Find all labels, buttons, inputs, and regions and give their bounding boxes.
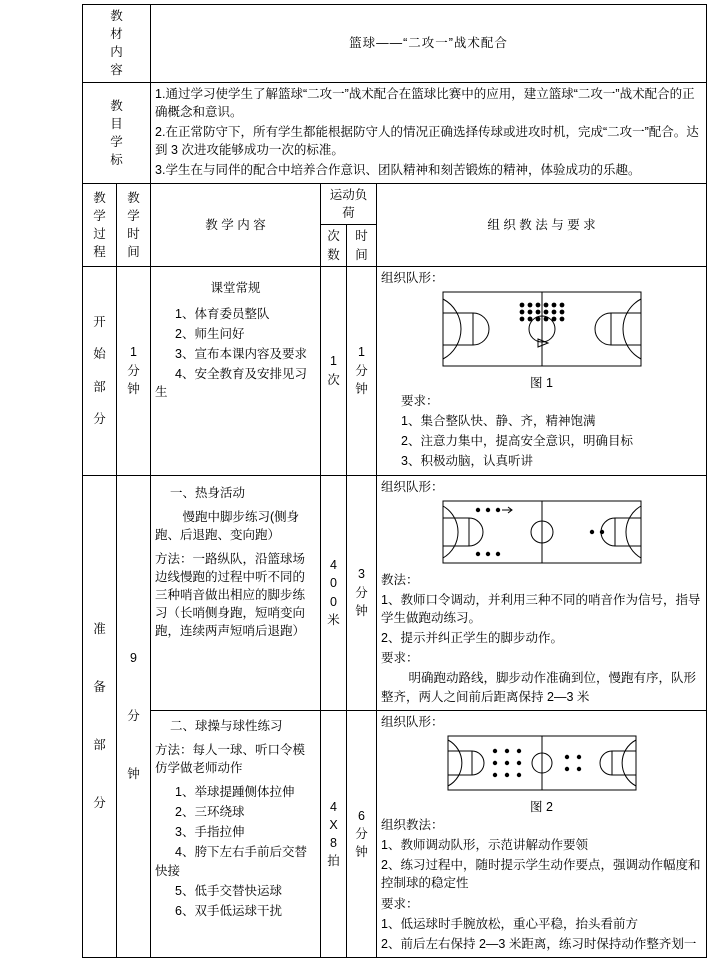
- process-char-2: 学: [93, 208, 106, 223]
- opening-duration-char-1: 1: [358, 345, 365, 360]
- opening-content-title: 课堂常规: [210, 280, 261, 295]
- warmup-duration-char-3: 钟: [355, 603, 368, 618]
- column-header-process: [83, 184, 117, 267]
- ballskill-req-label: 要求：: [381, 896, 419, 911]
- ballskill-item-5: 5、低手交替快运球: [175, 883, 282, 898]
- basketball-court-icon-2: [442, 500, 642, 564]
- court-caption-1: 图 1: [530, 375, 553, 390]
- aim-item-1: 1.通过学习使学生了解篮球“二攻一”战术配合在篮球比赛中的应用，建立篮球“二攻一”战术配合的正确概念和意识。: [155, 86, 695, 119]
- process-char-4: 程: [93, 245, 106, 259]
- ballskill-count-char-2: X: [329, 817, 338, 832]
- material-title: 篮球——“二攻一”战术配合: [151, 5, 707, 83]
- ballskill-duration-char-2: 分: [355, 826, 368, 841]
- time-char-3: 时: [127, 226, 140, 241]
- material-label-cell: [83, 5, 151, 83]
- ballskill-organization-cell: [377, 710, 707, 957]
- ballskill-teach-1: 1、教师调动队形，示范讲解动作要领: [381, 838, 588, 853]
- count-char-1: 次: [327, 229, 340, 244]
- warmup-sub: 慢跑中脚步练习(侧身跑、后退跑、变向跑）: [155, 509, 300, 542]
- aim-item-2: 2.在正常防守下，所有学生都能根据防守人的情况正确选择传球或进攻时机，完成“二攻一”配合。达到 3 次进攻能够成功一次的标准。: [155, 124, 699, 157]
- time-char-4: 间: [127, 245, 140, 259]
- warmup-content-cell: [151, 475, 321, 710]
- ballskill-req-2: 2、前后左右保持 2—3 米距离，练习时保持动作整齐划一: [381, 936, 697, 951]
- court-diagram-1: [381, 291, 702, 372]
- time-char-1: 教: [127, 190, 140, 205]
- ballskill-req-1: 1、低运球时手腕放松，重心平稳，抬头看前方: [381, 916, 638, 931]
- warmup-duration-cell: [347, 475, 377, 710]
- phase-opening-char-3: 部: [93, 379, 106, 394]
- table-row-aims: [83, 82, 707, 184]
- warmup-count-char-3: 0: [330, 594, 337, 609]
- aim-label-char-3: 学: [110, 134, 123, 149]
- opening-req-3: 3、积极动脑，认真听讲: [401, 454, 533, 469]
- process-char-1: 教: [93, 190, 106, 205]
- opening-duration-char-2: 分: [355, 363, 368, 378]
- warmup-teach-label: 教法：: [381, 572, 419, 587]
- warmup-method: 方法：一路纵队，沿篮球场边线慢跑的过程中听不同的三种哨音做出相应的脚步练习（长哨侧身跑，短哨变向跑，连续两声短哨后退跑）: [155, 551, 306, 639]
- phase-prep-time: [117, 475, 151, 957]
- opening-org-title: 组织队形：: [381, 270, 444, 285]
- basketball-court-icon-1: [442, 291, 642, 367]
- ballskill-count-cell: [321, 710, 347, 957]
- prep-time-char-3: 钟: [127, 767, 140, 782]
- opening-item-3: 3、宣布本课内容及要求: [175, 347, 307, 361]
- ballskill-content-cell: [151, 710, 321, 957]
- ballskill-method: 方法：每人一球、听口令模仿学做老师动作: [155, 742, 306, 775]
- column-header-count: [321, 225, 347, 266]
- lesson-plan-table: [82, 4, 707, 958]
- aim-label-cell: [83, 82, 151, 184]
- phase-opening-char-2: 始: [93, 347, 106, 362]
- column-header-content: 教 学 内 容: [151, 184, 321, 267]
- table-row-material: [83, 5, 707, 83]
- court-diagram-2: [381, 500, 702, 569]
- opening-req-label: 要求：: [401, 394, 439, 408]
- warmup-organization-cell: [377, 475, 707, 710]
- ballskill-teach-label: 组织教法：: [381, 818, 444, 832]
- warmup-duration-char-1: 3: [358, 567, 365, 582]
- column-header-organization: 组 织 教 法 与 要 求: [377, 184, 707, 267]
- warmup-duration-char-2: 分: [355, 585, 368, 600]
- prep-time-char-1: 9: [130, 651, 137, 665]
- material-label-char-1: 教: [110, 9, 123, 23]
- column-header-load: 运动负荷: [321, 184, 377, 225]
- ballskill-count-char-3: 8: [330, 835, 337, 850]
- material-label-char-4: 容: [110, 63, 123, 78]
- opening-req-2: 2、注意力集中，提高安全意识，明确目标: [401, 434, 633, 449]
- warmup-teach-1: 1、教师口令调动，并利用三种不同的哨音作为信号，指导学生做跑动练习。: [381, 592, 701, 625]
- ballskill-item-6: 6、双手低运球干扰: [175, 903, 282, 918]
- phase-prep-label: [83, 475, 117, 957]
- opening-req-1: 1、集合整队快、静、齐，精神饱满: [401, 414, 596, 429]
- court-diagram-3: [381, 735, 702, 796]
- opening-count-char-1: 1: [330, 354, 337, 369]
- warmup-org-title: 组织队形：: [381, 479, 444, 494]
- ballskill-item-1: 1、举球提踵侧体拉伸: [175, 785, 295, 799]
- basketball-court-icon-3: [447, 735, 637, 791]
- ballskill-item-3: 3、手指拉伸: [175, 825, 245, 840]
- phase-opening-char-1: 开: [93, 315, 106, 330]
- phase-opening-label: [83, 266, 117, 475]
- warmup-req-label: 要求：: [381, 651, 419, 666]
- aims-cell: [151, 82, 707, 184]
- duration-char-2: 间: [355, 247, 368, 262]
- warmup-req-1: 明确跑动路线，脚步动作准确到位，慢跑有序，队形整齐，两人之间前后距离保持 2—3 米: [381, 671, 697, 704]
- phase-prep-char-3: 部: [93, 738, 106, 753]
- ballskill-item-2: 2、三环绕球: [175, 805, 245, 820]
- warmup-count-char-2: 0: [330, 576, 337, 591]
- table-header-row-1: [83, 184, 707, 225]
- aim-item-3: 3.学生在与同伴的配合中培养合作意识、团队精神和刻苦锻炼的精神，体验成功的乐趣。: [155, 163, 641, 177]
- opening-item-4: 4、安全教育及安排见习生: [155, 367, 307, 400]
- opening-item-1: 1、体育委员整队: [175, 306, 270, 321]
- opening-content-cell: [151, 266, 321, 475]
- table-row-warmup-2: [83, 710, 707, 957]
- ballskill-duration-char-1: 6: [358, 808, 365, 823]
- warmup-count-char-4: 米: [327, 612, 340, 627]
- ballskill-teach-2: 2、练习过程中，随时提示学生动作要点，强调动作幅度和控制球的稳定性: [381, 858, 701, 891]
- time-char-2: 学: [127, 208, 140, 223]
- opening-duration-cell: [347, 266, 377, 475]
- phase-prep-char-4: 分: [93, 796, 106, 811]
- opening-count-cell: [321, 266, 347, 475]
- opening-item-2: 2、师生问好: [175, 326, 245, 341]
- table-row-opening: [83, 266, 707, 475]
- warmup-title: 一、热身活动: [170, 485, 246, 500]
- material-label-char-3: 内: [110, 45, 123, 60]
- phase-prep-char-1: 准: [93, 621, 106, 636]
- column-header-time: [117, 184, 151, 267]
- ballskill-item-4: 4、胯下左右手前后交替快接: [155, 845, 307, 878]
- opening-time-char-3: 钟: [127, 381, 140, 396]
- warmup-count-cell: [321, 475, 347, 710]
- ballskill-duration-char-3: 钟: [355, 844, 368, 859]
- opening-time-char-2: 分: [127, 363, 140, 378]
- ballskill-title: 二、球操与球性练习: [170, 718, 283, 733]
- count-char-2: 数: [327, 247, 340, 262]
- phase-opening-time: [117, 266, 151, 475]
- opening-count-char-2: 次: [327, 372, 340, 387]
- aim-label-char-4: 标: [110, 152, 123, 167]
- aim-label-char-1: 教: [110, 98, 123, 113]
- ballskill-org-title: 组织队形：: [381, 714, 444, 729]
- table-row-warmup-1: [83, 475, 707, 710]
- duration-char-1: 时: [355, 229, 368, 244]
- opening-duration-char-3: 钟: [355, 381, 368, 396]
- court-caption-2: 图 2: [530, 799, 553, 814]
- ballskill-count-char-4: 拍: [327, 853, 340, 868]
- process-char-3: 过: [93, 226, 106, 241]
- opening-organization-cell: [377, 266, 707, 475]
- warmup-teach-2: 2、提示并纠正学生的脚步动作。: [381, 631, 563, 646]
- opening-time-char-1: 1: [130, 345, 137, 360]
- prep-time-char-2: 分: [127, 709, 140, 724]
- column-header-duration: [347, 225, 377, 266]
- ballskill-count-char-1: 4: [330, 799, 337, 814]
- phase-prep-char-2: 备: [93, 680, 106, 695]
- material-label-char-2: 材: [110, 27, 123, 42]
- phase-opening-char-4: 分: [93, 411, 106, 426]
- ballskill-duration-cell: [347, 710, 377, 957]
- warmup-count-char-1: 4: [330, 558, 337, 573]
- aim-label-char-2: 目: [110, 116, 123, 131]
